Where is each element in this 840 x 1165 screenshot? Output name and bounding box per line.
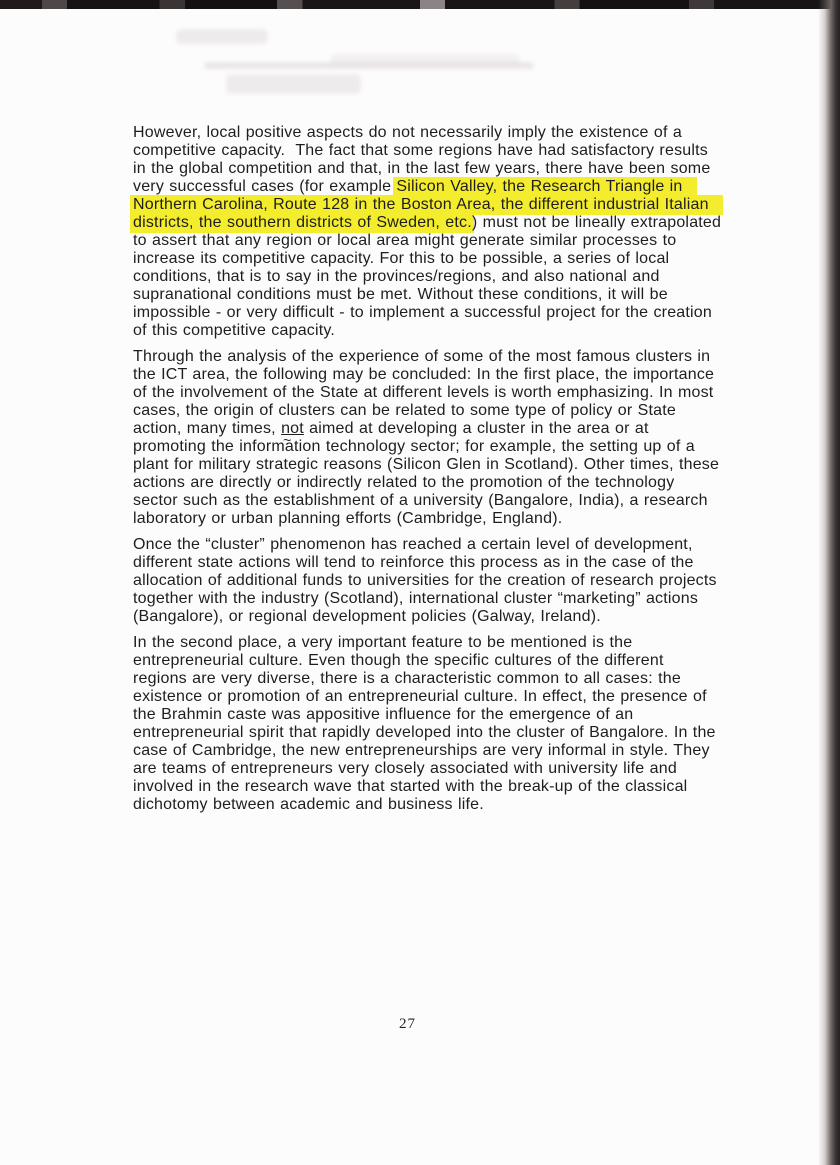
highlighted-text: Northern Carolina, Route 128 in the Boston Area, the different industrial Italian [133,196,709,213]
paragraph [133,536,753,626]
scan-artifact-smudge [330,54,520,64]
text-segment: aimed at developing a cluster in the area or at [303,420,649,437]
text-segment: actions are directly or indirectly related to the promotion of the technology [133,474,675,491]
text-line [133,778,753,796]
text-line [133,366,753,384]
underlined-text: not ~ [281,420,304,437]
highlighted-text: districts, the southern districts of Sweden, etc. [133,214,472,231]
text-segment: of the involvement of the State at different levels is worth emphasizing. In most [133,384,714,401]
text-line [133,286,753,304]
text-line [133,420,753,438]
text-line [133,142,753,160]
text-line [133,178,753,196]
text-segment: entrepreneurial culture. Even though the specific cultures of the different [133,652,664,669]
page-number: 27 [399,1016,416,1032]
text-segment: very successful cases (for example [133,178,397,195]
text-line [133,438,753,456]
text-line [133,456,753,474]
text-line [133,348,753,366]
text-segment: of this competitive capacity. [133,322,336,339]
text-segment: in the global competition and that, in the last few years, there have been some [133,160,711,177]
text-segment: action, many times, [133,420,282,437]
text-segment: allocation of additional funds to universities for the creation of research projects [133,572,717,589]
text-segment: increase its competitive capacity. For this to be possible, a series of local [133,250,670,267]
text-line [133,160,753,178]
scan-artifact-smudge [176,29,268,44]
paragraph [133,634,753,814]
text-segment: laboratory or urban planning efforts (Cambridge, England). [133,510,563,527]
text-segment: conditions, that is to say in the provinces/regions, and also national and [133,268,660,285]
text-segment: dichotomy between academic and business life. [133,796,484,813]
text-segment: promoting the information technology sector; for example, the setting up of a [133,438,695,455]
text-segment: involved in the research wave that started with the break-up of the classical [133,778,688,795]
text-line [133,742,753,760]
text-segment: the ICT area, the following may be concluded: In the first place, the importance [133,366,715,383]
text-line [133,724,753,742]
text-line [133,232,753,250]
text-line [133,492,753,510]
text-segment: existence or promotion of an entrepreneurial culture. In effect, the presence of [133,688,707,705]
text-line [133,384,753,402]
text-line [133,536,753,554]
text-line [133,124,753,142]
text-line [133,670,753,688]
text-line [133,322,753,340]
text-segment: to assert that any region or local area might generate similar processes to [133,232,677,249]
text-line [133,608,753,626]
text-line [133,250,753,268]
text-line [133,590,753,608]
text-line [133,510,753,528]
text-line [133,796,753,814]
text-line [133,554,753,572]
text-line [133,402,753,420]
text-segment: (Bangalore), or regional development policies (Galway, Ireland). [133,608,601,625]
text-line [133,474,753,492]
text-segment: case of Cambridge, the new entrepreneurships are very informal in style. They [133,742,710,759]
scan-artifact-smudge [226,74,361,94]
text-segment: supranational conditions must be met. Without these conditions, it will be [133,286,668,303]
highlighted-text: Silicon Valley, the Research Triangle in [396,178,683,195]
scan-edge-top [0,0,840,9]
text-segment: together with the industry (Scotland), international cluster “marketing” actions [133,590,699,607]
text-line [133,760,753,778]
text-segment: ) must not be lineally extrapolated [471,214,722,231]
text-line [133,634,753,652]
text-segment: the Brahmin caste was appositive influence for the emergence of an [133,706,634,723]
text-line [133,572,753,590]
text-line [133,652,753,670]
text-segment: are teams of entrepreneurs very closely associated with university life and [133,760,677,777]
text-segment: impossible - or very difficult - to implement a successful project for the creation [133,304,712,321]
text-segment: plant for military strategic reasons (Silicon Glen in Scotland). Other times, these [133,456,720,473]
text-segment: different state actions will tend to reinforce this process as in the case of the [133,554,694,571]
document-body [133,124,753,822]
paragraph [133,124,753,340]
text-line [133,268,753,286]
text-segment: sector such as the establishment of a university (Bangalore, India), a research [133,492,708,509]
text-segment: competitive capacity. The fact that some regions have had satisfactory results [133,142,708,159]
text-line [133,706,753,724]
text-line [133,214,753,232]
text-segment: However, local positive aspects do not necessarily imply the existence of a [133,124,682,141]
text-line [133,304,753,322]
text-line [133,688,753,706]
text-segment: entrepreneurial spirit that rapidly developed into the cluster of Bangalore. In the [133,724,716,741]
text-segment: Once the “cluster” phenomenon has reached a certain level of development, [133,536,693,553]
text-segment: regions are very diverse, there is a characteristic common to all cases: the [133,670,681,687]
paragraph [133,348,753,528]
text-line [133,196,753,214]
text-segment: Through the analysis of the experience of some of the most famous clusters in [133,348,711,365]
scan-edge-right [818,0,840,1165]
text-segment: cases, the origin of clusters can be related to some type of policy or State [133,402,676,419]
text-segment: In the second place, a very important feature to be mentioned is the [133,634,633,651]
